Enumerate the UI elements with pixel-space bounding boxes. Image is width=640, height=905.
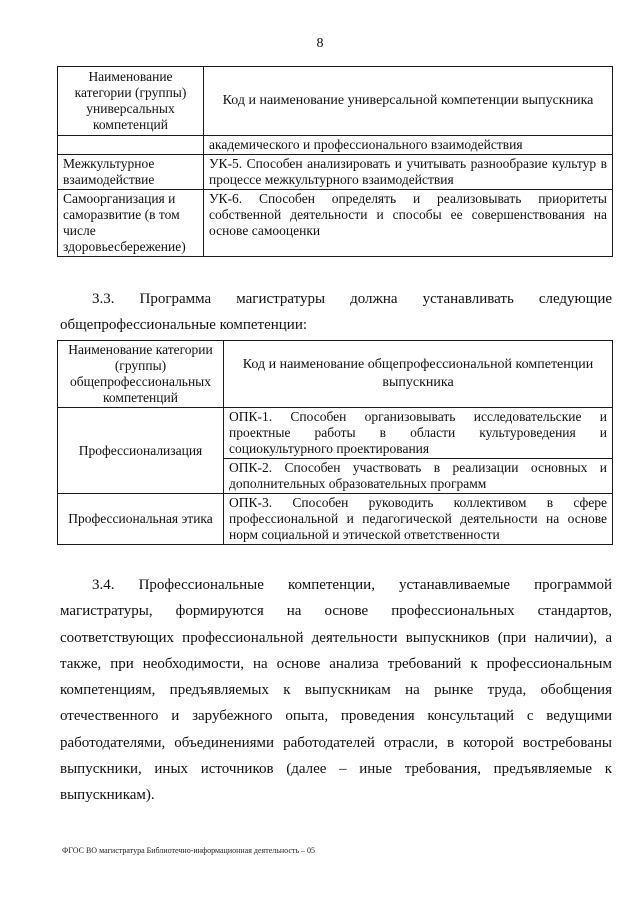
table-row <box>58 408 613 459</box>
competence-cell: академического и профессионального взаимодействия <box>204 136 613 155</box>
category-cell <box>58 136 204 155</box>
document-footer: ФГОС ВО магистратура Библиотечно-информационная деятельность – 05 <box>62 846 316 855</box>
competence-cell: УК-6. Способен определять и реализовывать приоритеты собственной деятельности и способы ее совершенствования на основе самооценки <box>204 190 613 257</box>
competence-cell: ОПК-3. Способен руководить коллективом в сфере профессиональной и педагогической деятельности на основе норм социальной и этической ответственности <box>224 494 613 545</box>
category-cell: Самоорганизация и саморазвитие (в том числе здоровьесбережение) <box>58 190 204 257</box>
page-number: 8 <box>316 36 324 51</box>
header-code-cell: Код и наименование общепрофессиональной компетенции выпускника <box>224 341 613 408</box>
general-professional-competencies-table <box>57 340 613 545</box>
header-code-cell: Код и наименование универсальной компетенции выпускника <box>204 67 613 136</box>
header-category-cell: Наименование категории (группы) общепрофессиональных компетенций <box>58 341 224 408</box>
competence-cell: ОПК-2. Способен участвовать в реализации основных и дополнительных образовательных программ <box>224 459 613 494</box>
universal-competencies-table <box>57 66 613 257</box>
competence-cell: УК-5. Способен анализировать и учитывать разнообразие культур в процессе межкультурного взаимодействия <box>204 155 613 190</box>
table-row <box>58 494 613 545</box>
table-row <box>58 190 613 257</box>
category-cell: Профессиональная этика <box>58 494 224 545</box>
competence-cell: ОПК-1. Способен организовывать исследовательские и проектные работы в области культуроведения и социокультурного проектирования <box>224 408 613 459</box>
table-row <box>58 136 613 155</box>
paragraph-3-3: 3.3. Программа магистратуры должна устанавливать следующие общепрофессиональные компетенции: <box>60 291 612 334</box>
table-header-row <box>58 341 613 408</box>
category-cell: Профессионализация <box>58 408 224 494</box>
table-header-row <box>58 67 613 136</box>
category-cell: Межкультурное взаимодействие <box>58 155 204 190</box>
paragraph-3-4: 3.4. Профессиональные компетенции, устанавливаемые программой магистратуры, формируются на основе профессиональных стандартов, соответствующих профессиональной деятельности выпускников (при наличии), а также, при необходимости, на основе анализа требований к профессиональным компетенциям, предъявляемых к выпускникам на рынке труда, обобщения отечественного и зарубежного опыта, проведения консультаций с ведущими работодателями, объединениями работодателей отрасли, в которой востребованы выпускники, иных источников (далее – иные требования, предъявляемые к выпускникам). <box>60 577 612 804</box>
header-category-cell: Наименование категории (группы) универсальных компетенций <box>58 67 204 136</box>
table-row <box>58 155 613 190</box>
